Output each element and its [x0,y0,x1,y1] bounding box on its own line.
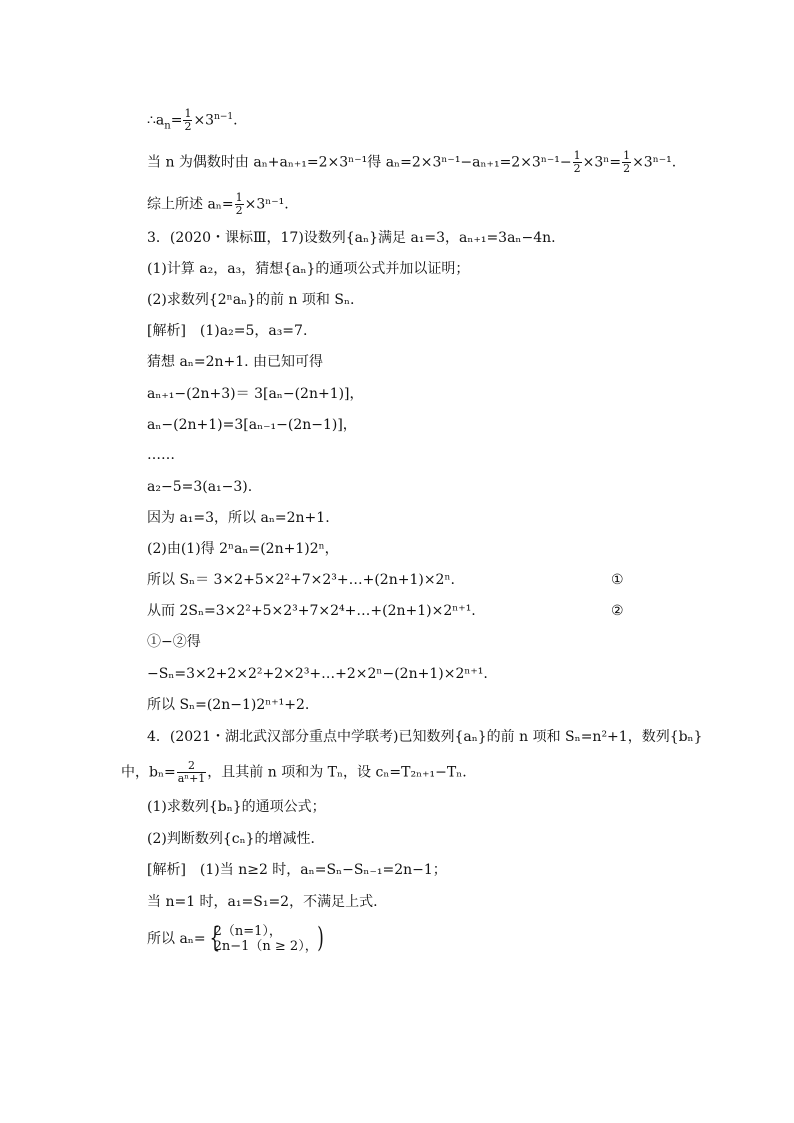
fraction [183,108,192,133]
solution-3-line: aₙ−(2n+1)=3[aₙ₋₁−(2n−1)]， [147,417,357,433]
solution-3-equation-2: 从而 2Sₙ=3×2²+5×2³+7×2⁴+…+(2n+1)×2ⁿ⁺¹. [147,603,476,619]
text-end: . [233,112,238,129]
text-post: ×3 [193,112,215,129]
right-paren: ) [316,921,324,954]
denominator: 2 [235,204,243,217]
numerator: 1 [235,191,243,204]
subscript: n [164,120,171,132]
equals: = [170,112,183,129]
fraction [235,192,244,217]
numerator: 1 [184,107,192,121]
solution-3-header: [解析] (1)a₂=5，a₃=7. [147,323,308,339]
denominator: 2 [184,120,192,134]
numerator: 1 [573,149,581,162]
problem-3-part-1: (1)计算 a₂，a₃，猜想{aₙ}的通项公式并加以证明； [147,261,470,277]
denominator: aⁿ+1 [177,772,206,785]
text-pre: 所以 aₙ= [147,931,206,947]
superscript: n−1 [214,112,234,122]
fraction-2 [622,150,631,175]
text-end: ×3ⁿ⁻¹. [632,154,677,171]
text-main: 综上所述 aₙ= [147,196,234,213]
text-pre: ∴a [147,112,165,129]
problem-4-part-1: (1)求数列{bₙ}的通项公式； [147,799,326,815]
solution-3-line: 因为 a₁=3，所以 aₙ=2n+1. [147,510,330,526]
solution-3-line: ①−②得 [147,634,201,650]
equation-marker-1: ① [611,572,624,588]
fraction-1 [573,150,582,175]
solution-3-line: a₂−5=3(a₁−3). [147,479,253,495]
solution-3-line: aₙ₊₁−(2n+3)＝ 3[aₙ−(2n+1)]， [147,386,364,402]
solution-line-2 [147,150,676,175]
left-brace: { [209,921,220,954]
denominator: 2 [573,162,581,175]
denominator: 2 [623,162,631,175]
solution-4-piecewise [147,921,326,954]
solution-3-ellipsis: …… [147,447,175,463]
solution-line-1 [147,108,238,135]
equation-marker-2: ② [611,603,624,619]
solution-3-result: 所以 Sₙ=(2n−1)2ⁿ⁺¹+2. [147,697,310,713]
fraction [177,760,207,785]
problem-4-part-2: (2)判断数列{cₙ}的增减性． [147,831,325,847]
case-1: 2（n=1）， [213,924,282,939]
case-2: 2n−1（n ≥ 2）， [213,939,318,954]
piecewise-cases [206,921,326,954]
solution-3-equation-1: 所以 Sₙ＝ 3×2+5×2²+7×2³+…+(2n+1)×2ⁿ. [147,572,455,588]
problem-4-statement-cont [121,760,467,785]
text-main: 当 n 为偶数时由 aₙ+aₙ₊₁=2×3ⁿ⁻¹得 aₙ=2×3ⁿ⁻¹−aₙ₊₁=2×3ⁿ⁻¹− [147,154,572,171]
numerator: 2 [188,759,196,772]
problem-4-statement: 4．(2021・湖北武汉部分重点中学联考)已知数列{aₙ}的前 n 项和 Sₙ=n²+1，数列{bₙ} [147,729,703,745]
text-post: ，且其前 n 项和为 Tₙ，设 cₙ=T₂ₙ₊₁−Tₙ. [207,764,467,781]
solution-4-line: 当 n=1 时，a₁=S₁=2，不满足上式. [147,894,378,910]
numerator: 1 [623,149,631,162]
solution-line-3 [147,192,289,217]
text-pre: 中，bₙ= [121,764,176,781]
text-end: ×3ⁿ⁻¹. [244,196,289,213]
solution-3-line: −Sₙ=3×2+2×2²+2×2³+…+2×2ⁿ−(2n+1)×2ⁿ⁺¹. [147,666,488,682]
solution-4-header: [解析] (1)当 n≥2 时，aₙ=Sₙ−Sₙ₋₁=2n−1； [147,862,447,878]
problem-3-statement: 3．(2020・课标Ⅲ，17)设数列{aₙ}满足 a₁=3，aₙ₊₁=3aₙ−4n. [147,230,556,246]
solution-3-line: 猜想 aₙ=2n+1. 由已知可得 [147,354,324,370]
solution-3-line: (2)由(1)得 2ⁿaₙ=(2n+1)2ⁿ， [147,541,339,557]
text-mid: ×3ⁿ= [582,154,622,171]
problem-3-part-2: (2)求数列{2ⁿaₙ}的前 n 项和 Sₙ. [147,292,355,308]
